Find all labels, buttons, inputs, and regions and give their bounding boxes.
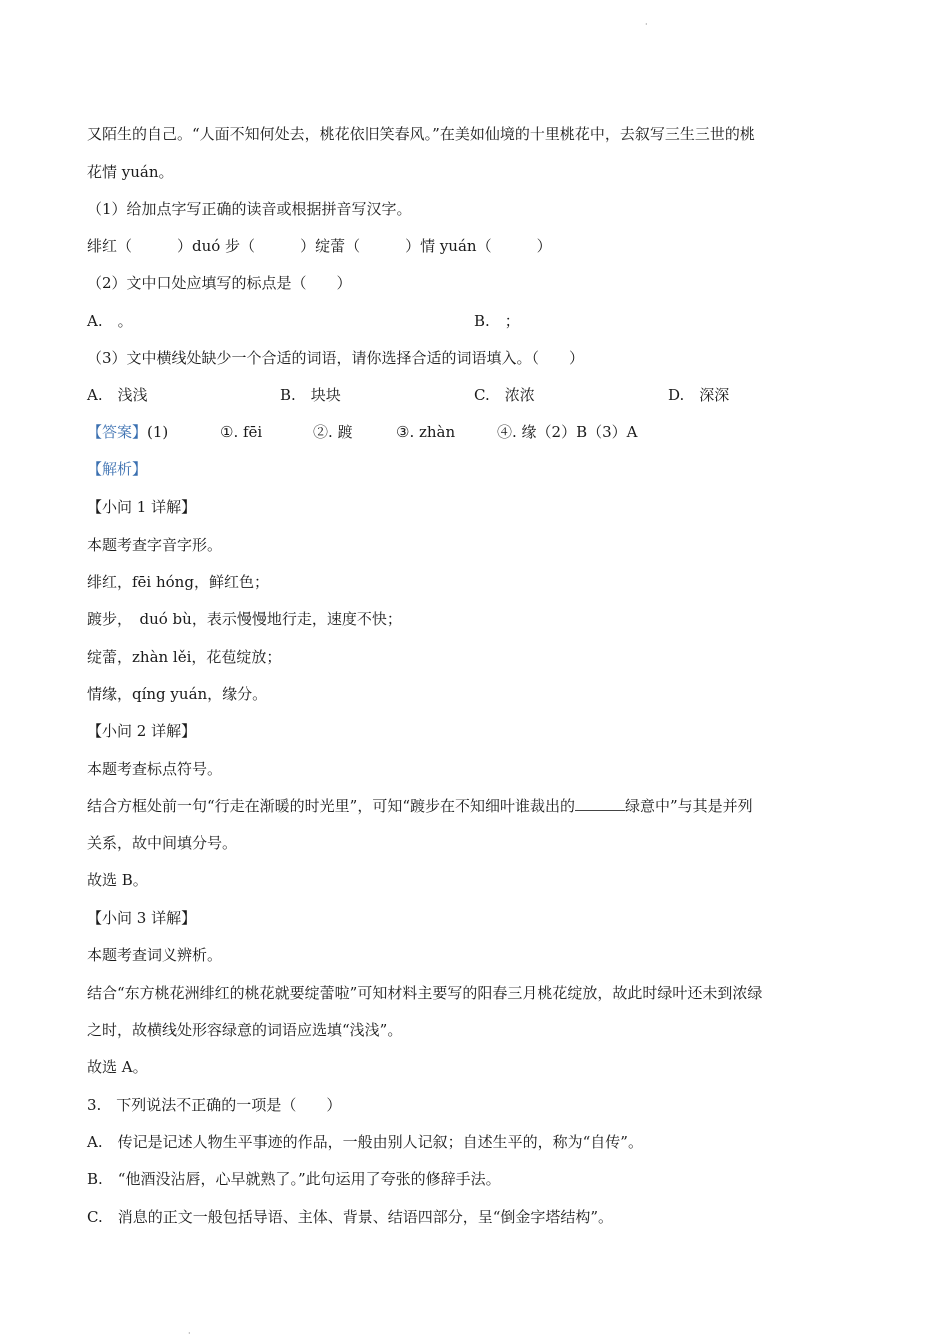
question-2: （2）文中口处应填写的标点是（ ） bbox=[87, 274, 352, 292]
text-line: 故选 A。 bbox=[87, 1058, 148, 1076]
q3-option-b: B. 块块 bbox=[280, 386, 341, 404]
text-line: 绽蕾，zhàn lěi，花苞绽放； bbox=[87, 648, 282, 666]
text-line: 踱步， duó bù，表示慢慢地行走，速度不快； bbox=[87, 610, 402, 628]
answer-label: 【答案】 bbox=[87, 423, 148, 441]
text-fragment: 绿意中”与其是并列 bbox=[625, 797, 753, 815]
text-line: 之时，故横线处形容绿意的词语应选填“浅浅”。 bbox=[87, 1021, 403, 1039]
q3-choice-b: B. “他酒没沾唇，心早就熟了。”此句运用了夸张的修辞手法。 bbox=[87, 1170, 501, 1188]
text-line: 绯红，fēi hóng，鲜红色； bbox=[87, 573, 269, 591]
question-3: （3）文中横线处缺少一个合适的词语，请你选择合适的词语填入。（ ） bbox=[87, 349, 585, 367]
question-1: （1）给加点字写正确的读音或根据拼音写汉字。 bbox=[87, 200, 412, 218]
header-mark: · bbox=[645, 20, 648, 29]
text-line: 又陌生的自己。“人面不知何处去，桃花依旧笑春风。”在美如仙境的十里桃花中，去叙写三生三世的桃 bbox=[87, 125, 755, 143]
fill-blank-line bbox=[575, 796, 625, 811]
footer-mark: · bbox=[188, 1329, 191, 1338]
q2-option-a: A. 。 bbox=[87, 312, 133, 330]
q3-choice-a: A. 传记是记述人物生平事迹的作品，一般由别人记叙；自述生平的，称为“自传”。 bbox=[87, 1133, 643, 1151]
analysis-label: 【解析】 bbox=[87, 460, 148, 478]
text-line: 关系，故中间填分号。 bbox=[87, 834, 238, 852]
text-fragment: 结合方框处前一句“行走在渐暖的时光里”，可知“踱步在不知细叶谁裁出的 bbox=[87, 797, 576, 815]
answer-item: ①. fēi bbox=[220, 423, 263, 441]
text-line: 结合“东方桃花洲绯红的桃花就要绽蕾啦”可知材料主要写的阳春三月桃花绽放，故此时绿叶还未到浓绿 bbox=[87, 984, 763, 1002]
q3-choice-c: C. 消息的正文一般包括导语、主体、背景、结语四部分，呈“倒金字塔结构”。 bbox=[87, 1208, 614, 1226]
question-1-blanks: 绯红（ ）duó 步（ ）绽蕾（ ）情 yuán（ ） bbox=[87, 237, 552, 255]
text-line: 本题考查字音字形。 bbox=[87, 536, 223, 554]
text-line: 本题考查标点符号。 bbox=[87, 760, 223, 778]
text-line: 花情 yuán。 bbox=[87, 163, 174, 181]
q3-option-c: C. 浓浓 bbox=[474, 386, 535, 404]
answer-item: ③. zhàn bbox=[396, 423, 456, 441]
text-line: 情缘，qíng yuán，缘分。 bbox=[87, 685, 268, 703]
answer-item: ④. 缘（2）B（3）A bbox=[497, 423, 638, 441]
answer-item: (1) bbox=[147, 423, 169, 441]
q3-option-d: D. 深深 bbox=[668, 386, 730, 404]
text-line: 本题考查词义辨析。 bbox=[87, 946, 223, 964]
section-title: 【小问 1 详解】 bbox=[87, 498, 197, 516]
question-3-stem: 3. 下列说法不正确的一项是（ ） bbox=[87, 1096, 342, 1114]
section-title: 【小问 3 详解】 bbox=[87, 909, 197, 927]
q2-option-b: B. ； bbox=[474, 312, 520, 330]
text-line bbox=[87, 796, 753, 816]
section-title: 【小问 2 详解】 bbox=[87, 722, 197, 740]
q3-option-a: A. 浅浅 bbox=[87, 386, 148, 404]
answer-item: ②. 踱 bbox=[313, 423, 353, 441]
text-line: 故选 B。 bbox=[87, 871, 148, 889]
